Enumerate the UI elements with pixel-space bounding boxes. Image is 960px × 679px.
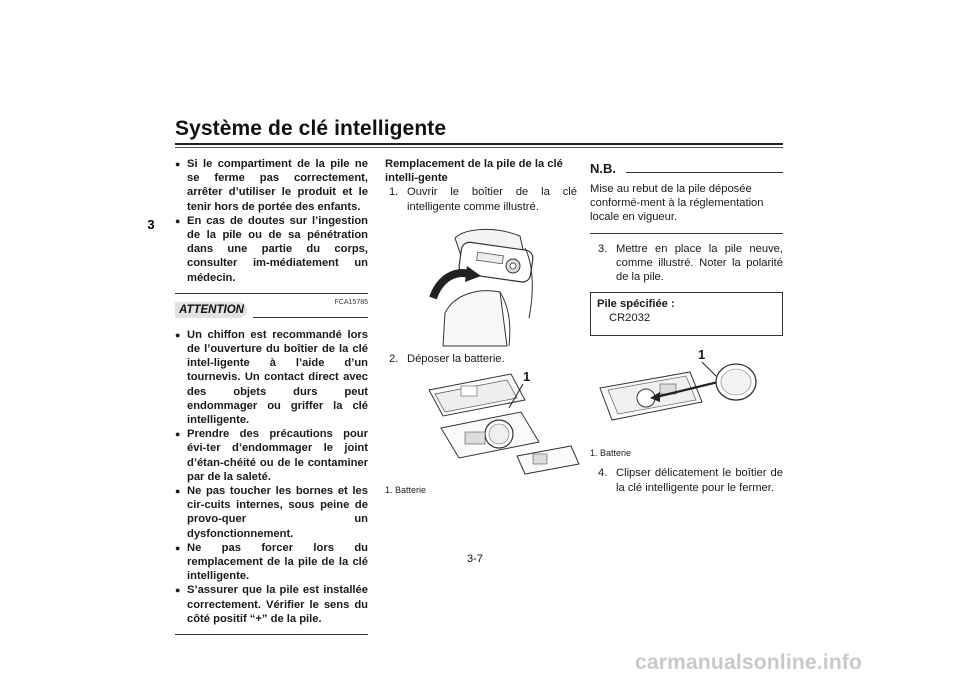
column-right xyxy=(590,162,783,495)
step-1 xyxy=(387,185,577,213)
spec-value: CR2032 xyxy=(609,312,651,325)
warning-bullet: ● En cas de doutes sur l’ingestion de la pile ou de sa pénétration dans une partie du corps, consulter im-médiatement un médecin. xyxy=(175,214,368,285)
attention-label: ATTENTION xyxy=(175,302,247,318)
figure-callout: 1 xyxy=(523,369,531,385)
chapter-number: 3 xyxy=(147,217,155,232)
title-rule-thin xyxy=(175,147,783,148)
note-header xyxy=(590,162,783,180)
page-title: Système de clé intelligente xyxy=(175,117,447,140)
note-text: Mise au rebut de la pile déposée conformé-ment à la réglementation locale en vigueur. xyxy=(590,183,764,224)
watermark-text: carmanualsonline.info xyxy=(635,651,863,674)
step-number: 4. xyxy=(598,467,608,480)
note-label: N.B. xyxy=(590,161,616,176)
figure-callout: 1 xyxy=(698,347,706,363)
attention-rule xyxy=(253,317,368,318)
title-rule xyxy=(175,143,783,145)
attention-bullet: ● Ne pas toucher les bornes et les cir-cuits internes, sous peine de provo-quer un dysfonctionnement. xyxy=(175,484,368,541)
section-heading: Remplacement de la pile de la clé intelli-gente xyxy=(385,158,563,185)
figure-caption: 1. Batterie xyxy=(385,485,427,496)
column-left xyxy=(175,157,368,635)
step-2 xyxy=(387,352,577,366)
note-rule xyxy=(626,172,783,173)
step-text: Ouvrir le boîtier de la clé intelligente comme illustré. xyxy=(407,186,577,213)
open-case-illustration xyxy=(425,218,537,348)
step-text: Clipser délicatement le boîtier de la clé intelligente pour le fermer. xyxy=(616,467,783,494)
step-3 xyxy=(596,242,783,285)
figure-remove-battery xyxy=(421,370,577,478)
remove-battery-illustration xyxy=(421,370,581,478)
attention-code: FCA15785 xyxy=(334,298,368,306)
spec-box xyxy=(590,292,783,336)
step-number: 3. xyxy=(598,242,608,255)
column-middle xyxy=(385,157,577,497)
warning-bullet: ● Si le compartiment de la pile ne se ferme pas correctement, arrêter d’utiliser le produit et le tenir hors de portée des enfants. xyxy=(175,157,368,214)
step-text: Mettre en place la pile neuve, comme illustré. Noter la polarité de la pile. xyxy=(616,242,783,284)
attention-header xyxy=(175,298,368,328)
step-number: 2. xyxy=(389,352,399,365)
section-divider xyxy=(175,634,368,635)
step-4 xyxy=(596,466,783,494)
attention-bullet: ● Prendre des précautions pour évi-ter d’endommager le joint d’étan-chéité ou de le contaminer par de la saleté. xyxy=(175,427,368,484)
attention-bullet: ● Un chiffon est recommandé lors de l’ouverture du boîtier de la clé intel-ligente à l’aide d’un tournevis. Un contact direct avec des objets durs peut endommager ou griffer la clé intelligente. xyxy=(175,328,368,427)
step-number: 1. xyxy=(389,186,399,199)
attention-bullet: ● Ne pas forcer lors du remplacement de la pile de la clé intelligente. xyxy=(175,541,368,584)
figure-open-case xyxy=(425,218,577,348)
spec-label: Pile spécifiée : xyxy=(597,298,675,311)
page-number: 3-7 xyxy=(467,553,483,565)
install-battery-illustration xyxy=(590,358,760,436)
attention-bullet: ● S’assurer que la pile est installée correctement. Vérifier le sens du côté positif “+” de la pile. xyxy=(175,583,368,626)
figure-caption: 1. Batterie xyxy=(590,448,632,459)
step-text: Déposer la batterie. xyxy=(407,352,505,365)
figure-install-battery xyxy=(590,347,783,436)
section-divider xyxy=(175,293,368,294)
